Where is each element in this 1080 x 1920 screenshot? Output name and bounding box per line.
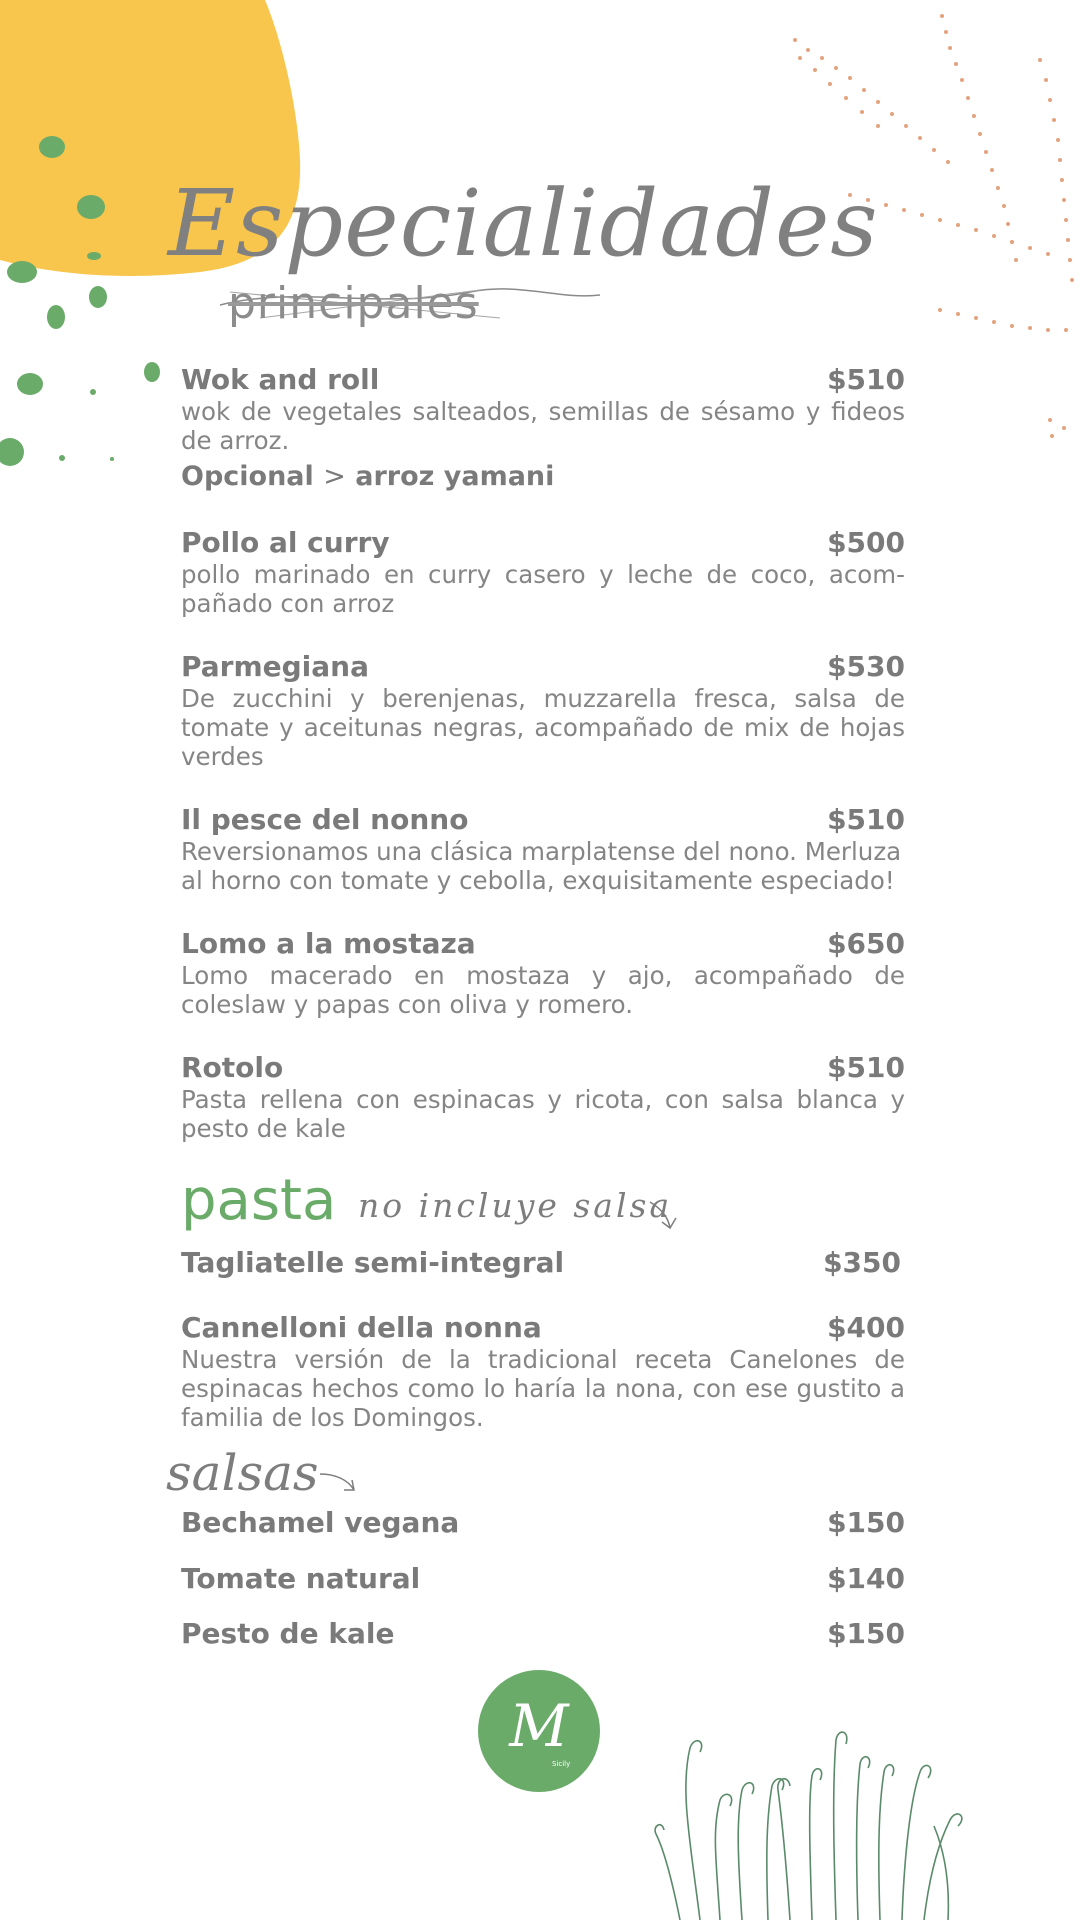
item-description: Pasta rellena con espinacas y ricota, con salsa blanca y pesto de kale: [181, 1085, 905, 1143]
item-description: Reversionamos una clásica marplatense del nono. Merluza al horno con tomate y cebolla, exquisitamente especiado!: [181, 837, 902, 895]
logo-subtext: Sicily: [552, 1760, 571, 1768]
item-name: Pesto de kale: [181, 1617, 395, 1650]
item-name: Wok and roll: [181, 363, 380, 396]
pasta-note: no incluye salsa: [358, 1186, 673, 1225]
item-price: $150: [827, 1506, 905, 1539]
menu-item: [181, 1562, 905, 1595]
item-option: [181, 461, 905, 492]
item-description: De zucchini y berenjenas, muzzarella fresca, salsa de tomate y aceitunas negras, acompañado de mix de hojas verdes: [181, 684, 905, 771]
item-description: Nuestra versión de la tradicional receta Canelones de espinacas hechos como lo haría la nona, con ese gustito a familia de los Domingos.: [181, 1345, 905, 1432]
menu-item: [181, 1051, 905, 1143]
item-name: Tagliatelle semi-integral: [181, 1246, 565, 1279]
option-separator: >: [323, 461, 346, 492]
item-name: Lomo a la mostaza: [181, 927, 476, 960]
item-price: $140: [827, 1562, 905, 1595]
menu-item: [181, 363, 905, 492]
menu-item: [181, 1311, 905, 1432]
item-price: $150: [827, 1617, 905, 1650]
option-value: arroz yamani: [355, 461, 555, 492]
item-price: $530: [827, 650, 905, 683]
item-name: Pollo al curry: [181, 526, 390, 559]
item-name: Bechamel vegana: [181, 1506, 460, 1539]
item-name: Cannelloni della nonna: [181, 1311, 542, 1344]
item-price: $500: [827, 526, 905, 559]
item-name: Tomate natural: [181, 1562, 421, 1595]
item-name: Il pesce del nonno: [181, 803, 469, 836]
sprouts-illustration: [655, 1732, 962, 1920]
item-price: $510: [827, 1051, 905, 1084]
arrow-salsas: [320, 1474, 354, 1490]
brand-logo: [478, 1670, 600, 1792]
menu-item: [181, 526, 905, 618]
item-price: $400: [827, 1311, 905, 1344]
salsas-heading: salsas: [166, 1444, 319, 1502]
item-description: pollo marinado en curry casero y leche de coco, acom-pañado con arroz: [181, 560, 905, 618]
page-title: Especialidades: [168, 170, 879, 277]
item-price: $510: [827, 363, 905, 396]
menu-item: [181, 1506, 905, 1539]
item-price: $510: [827, 803, 905, 836]
menu-item: [181, 1246, 901, 1279]
item-name: Rotolo: [181, 1051, 284, 1084]
pasta-heading: pasta: [181, 1168, 337, 1233]
item-price: $650: [827, 927, 905, 960]
item-description: wok de vegetales salteados, semillas de sésamo y fideos de arroz.: [181, 397, 905, 455]
menu-item: [181, 927, 905, 1019]
menu-item: [181, 650, 905, 771]
menu-item: [181, 1617, 905, 1650]
option-label: Opcional: [181, 461, 314, 492]
item-name: Parmegiana: [181, 650, 370, 683]
item-price: $350: [823, 1246, 901, 1279]
item-description: Lomo macerado en mostaza y ajo, acompañado de coleslaw y papas con oliva y romero.: [181, 961, 905, 1019]
menu-item: [181, 803, 905, 895]
page-subtitle: principales: [228, 278, 479, 329]
logo-letter: M: [509, 1692, 569, 1760]
